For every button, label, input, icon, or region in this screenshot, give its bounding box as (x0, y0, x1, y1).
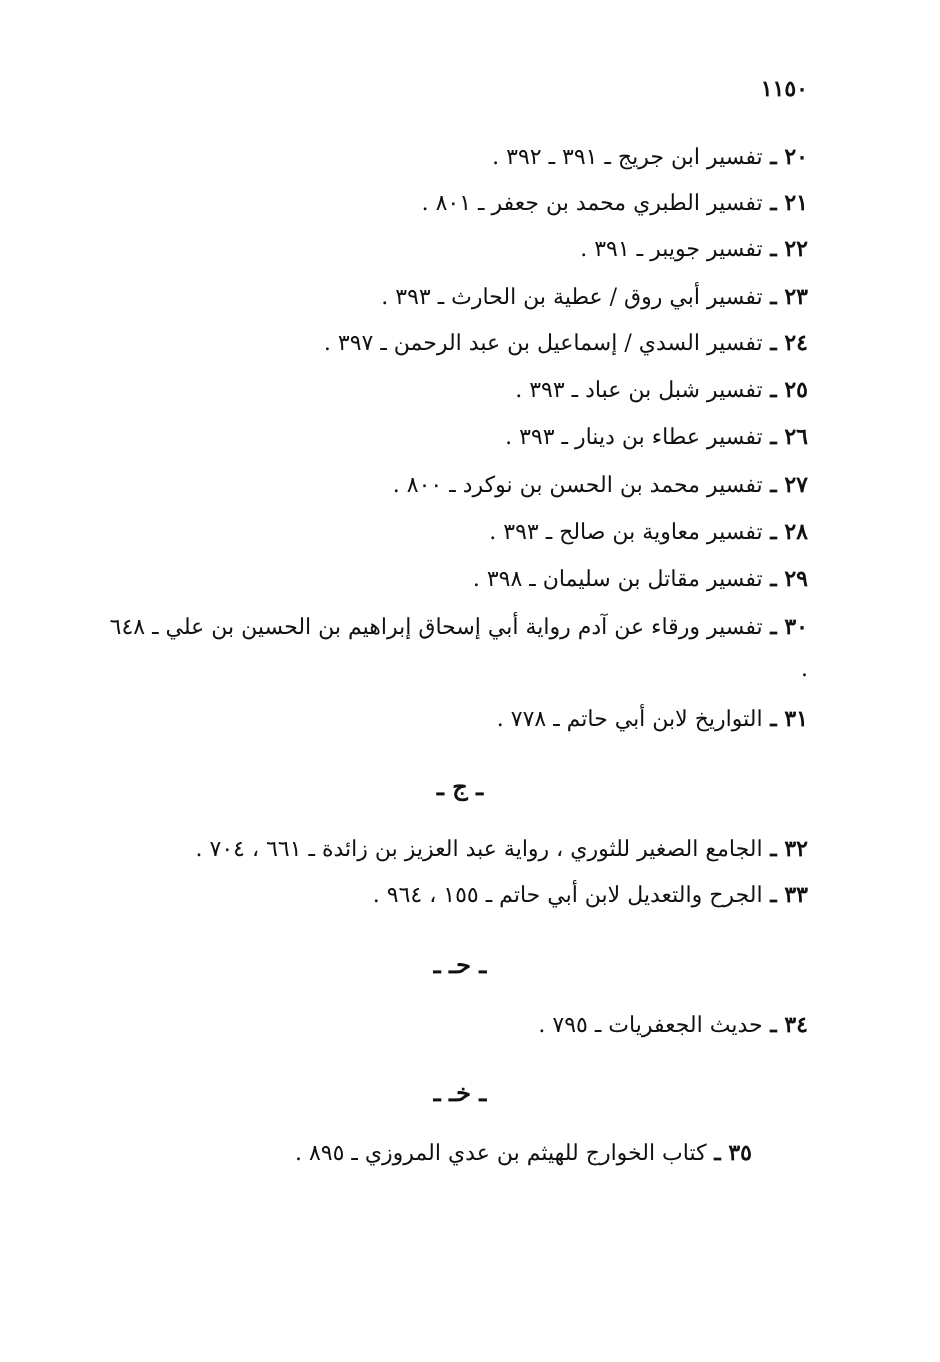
entry-text: تفسير شبل بن عباد ـ ٣٩٣ . (515, 378, 763, 403)
list-item: ٢٣ ـ تفسير أبي روق / عطية بن الحارث ـ ٣٩٣ . (381, 284, 808, 310)
entry-number: ٢٧ (784, 472, 808, 498)
list-item: ٣٣ ـ الجرح والتعديل لابن أبي حاتم ـ ١٥٥ ، ٩٦٤ . (372, 882, 808, 908)
entry-number: ٢٣ (784, 284, 808, 310)
list-item: ٢٨ ـ تفسير معاوية بن صالح ـ ٣٩٣ . (489, 519, 808, 545)
section-heading-ha: ـ حـ ـ (433, 950, 487, 979)
entry-number: ٢٨ (784, 519, 808, 545)
entry-number: ٣٤ (784, 1012, 808, 1038)
entry-text: تفسير ابن جريج ـ ٣٩١ ـ ٣٩٢ . (492, 145, 763, 170)
list-item: ٣١ ـ التواريخ لابن أبي حاتم ـ ٧٧٨ . (496, 706, 808, 732)
entry-text: تفسير معاوية بن صالح ـ ٣٩٣ . (489, 520, 763, 545)
entry-number: ٣١ (784, 706, 808, 732)
page-number: ١١٥٠ (760, 76, 808, 102)
entry-number: ٣٢ (784, 836, 808, 862)
entry-number: ٢٤ (784, 330, 808, 356)
entry-text: التواريخ لابن أبي حاتم ـ ٧٧٨ . (496, 707, 763, 732)
list-item: ٢٥ ـ تفسير شبل بن عباد ـ ٣٩٣ . (515, 377, 808, 403)
section-heading-jim: ـ ج ـ (436, 772, 484, 801)
entry-number: ٣٥ (728, 1140, 752, 1166)
entry-number: ٢٠ (784, 144, 808, 170)
list-item: ٢٦ ـ تفسير عطاء بن دينار ـ ٣٩٣ . (505, 424, 808, 450)
entry-text: تفسير السدي / إسماعيل بن عبد الرحمن ـ ٣٩٧ . (323, 331, 763, 356)
entry-text: تفسير عطاء بن دينار ـ ٣٩٣ . (505, 425, 763, 450)
entry-text: الجرح والتعديل لابن أبي حاتم ـ ١٥٥ ، ٩٦٤ . (372, 883, 763, 908)
section-heading-kha: ـ خـ ـ (433, 1078, 487, 1107)
entry-text: تفسير ورقاء عن آدم رواية أبي إسحاق إبراهيم بن الحسين بن علي ـ ٦٤٨ . (109, 615, 808, 682)
list-item: ٢٩ ـ تفسير مقاتل بن سليمان ـ ٣٩٨ . (472, 566, 808, 592)
entry-text: حديث الجعفريات ـ ٧٩٥ . (538, 1013, 763, 1038)
entry-number: ٢٦ (784, 424, 808, 450)
entry-text: تفسير الطبري محمد بن جعفر ـ ٨٠١ . (421, 191, 763, 216)
entry-number: ٢٢ (784, 236, 808, 262)
entry-text: تفسير أبي روق / عطية بن الحارث ـ ٣٩٣ . (381, 285, 763, 310)
entry-text: تفسير محمد بن الحسن بن نوكرد ـ ٨٠٠ . (392, 473, 763, 498)
entry-text: تفسير مقاتل بن سليمان ـ ٣٩٨ . (472, 567, 763, 592)
list-item: ٣٢ ـ الجامع الصغير للثوري ، رواية عبد العزيز بن زائدة ـ ٦٦١ ، ٧٠٤ . (195, 836, 808, 862)
entry-number: ٣٣ (784, 882, 808, 908)
entry-text: كتاب الخوارج للهيثم بن عدي المروزي ـ ٨٩٥ . (294, 1141, 707, 1166)
list-item: ٢١ ـ تفسير الطبري محمد بن جعفر ـ ٨٠١ . (421, 190, 808, 216)
entry-number: ٢٩ (784, 566, 808, 592)
list-item: ٢٤ ـ تفسير السدي / إسماعيل بن عبد الرحمن ـ ٣٩٧ . (323, 330, 808, 356)
entry-number: ٢٥ (784, 377, 808, 403)
entry-number: ٣٠ (784, 614, 808, 640)
list-item: ٢٢ ـ تفسير جويبر ـ ٣٩١ . (580, 236, 808, 262)
entry-text: تفسير جويبر ـ ٣٩١ . (580, 237, 763, 262)
entry-text: الجامع الصغير للثوري ، رواية عبد العزيز بن زائدة ـ ٦٦١ ، ٧٠٤ . (195, 837, 763, 862)
list-item: ٣٥ ـ كتاب الخوارج للهيثم بن عدي المروزي ـ ٨٩٥ . (294, 1140, 752, 1166)
list-item: ٣٤ ـ حديث الجعفريات ـ ٧٩٥ . (538, 1012, 808, 1038)
list-item: ٢٧ ـ تفسير محمد بن الحسن بن نوكرد ـ ٨٠٠ . (392, 472, 808, 498)
list-item: ٢٠ ـ تفسير ابن جريج ـ ٣٩١ ـ ٣٩٢ . (492, 144, 808, 170)
list-item: ٣٠ ـ تفسير ورقاء عن آدم رواية أبي إسحاق إبراهيم بن الحسين بن علي ـ ٦٤٨ . (109, 614, 808, 682)
entry-number: ٢١ (784, 190, 808, 216)
